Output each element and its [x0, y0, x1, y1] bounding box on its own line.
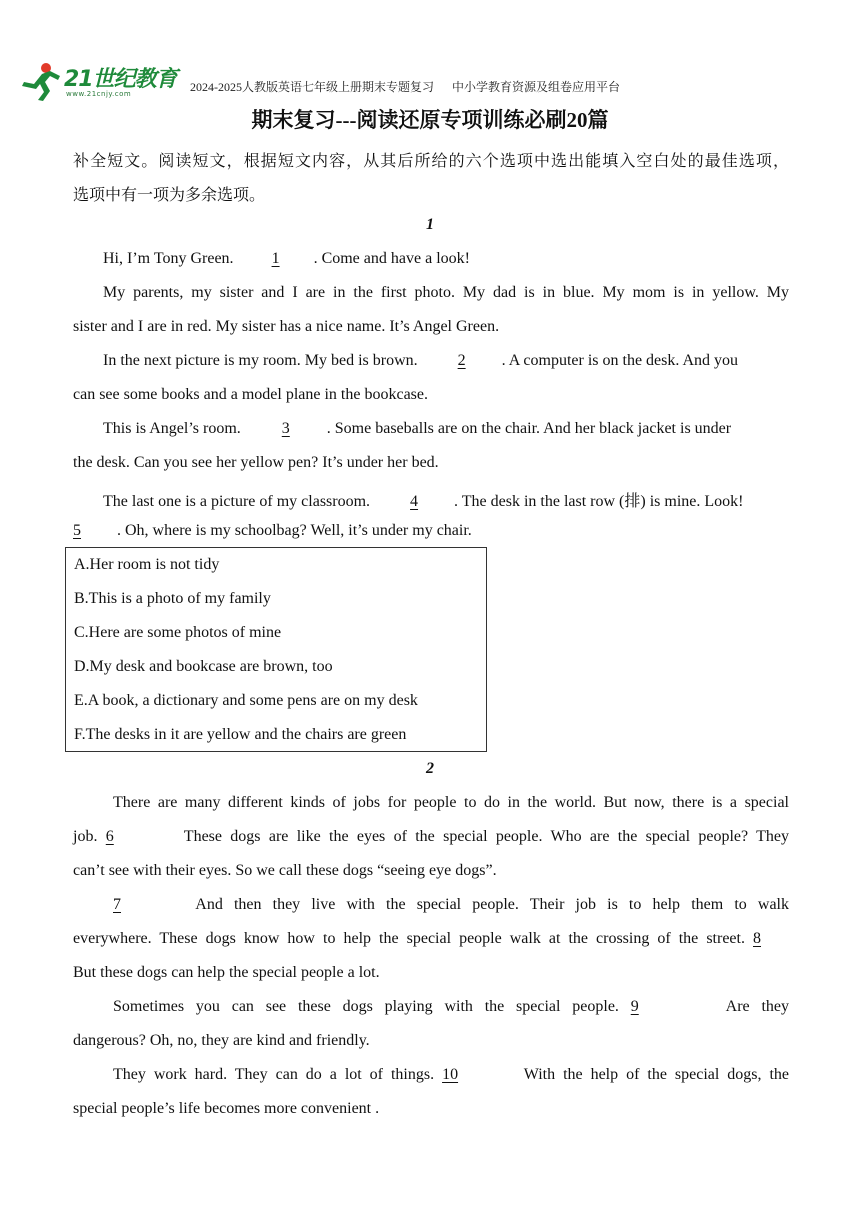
blank-9: 9: [630, 998, 639, 1015]
logo: [14, 56, 184, 102]
option-b: B.This is a photo of my family: [74, 590, 271, 607]
passage-2-number: 2: [426, 760, 434, 777]
passage-2-paragraph-2-line-1: [113, 896, 789, 914]
text: And then they live with the special people. Their job is to help them to walk: [195, 896, 789, 913]
header-text: [190, 78, 620, 95]
blank-7: 7: [113, 896, 121, 913]
header-platform: 中小学教育资源及组卷应用平台: [452, 80, 621, 94]
passage-1-paragraph-2-line-1: My parents, my sister and I are in the first photo. My dad is in blue. My mom is in yellow. My: [103, 284, 789, 301]
text: Are they: [725, 998, 789, 1015]
text: . A computer is on the desk. And you: [501, 352, 739, 369]
option-d: D.My desk and bookcase are brown, too: [74, 658, 333, 675]
option-f: F.The desks in it are yellow and the chairs are green: [74, 726, 407, 743]
text: In the next picture is my room. My bed is brown.: [103, 352, 422, 369]
text: everywhere. These dogs know how to help the special people walk at the crossing of the street.: [73, 930, 753, 947]
header-course: 2024-2025人教版英语七年级上册期末专题复习: [190, 80, 434, 94]
runner-logo-icon: [16, 62, 62, 102]
page-header: [14, 56, 844, 102]
passage-1-paragraph-4-line-1: [103, 420, 819, 438]
text: job.: [73, 828, 106, 845]
passage-2-paragraph-1-line-1: There are many different kinds of jobs for people to do in the world. But now, there is a special: [113, 794, 789, 811]
blank-3: 3: [281, 420, 290, 437]
passage-2-paragraph-1-line-2: [73, 828, 789, 846]
text: This is Angel’s room.: [103, 420, 245, 437]
text: Hi, I’m Tony Green.: [103, 250, 238, 267]
passage-1-paragraph-2-line-2: sister and I are in red. My sister has a nice name. It’s Angel Green.: [73, 318, 500, 335]
blank-8: 8: [753, 930, 761, 947]
page-title: 期末复习---阅读还原专项训练必刷20篇: [251, 108, 609, 132]
text: . Come and have a look!: [313, 250, 470, 267]
passage-2-paragraph-3-line-2: dangerous? Oh, no, they are kind and friendly.: [73, 1032, 370, 1049]
passage-1-number: 1: [426, 216, 434, 233]
option-e: E.A book, a dictionary and some pens are on my desk: [74, 692, 418, 709]
blank-1: 1: [271, 250, 280, 267]
passage-2-paragraph-3-line-1: [113, 998, 789, 1016]
logo-url: www.21cnjy.com: [66, 90, 132, 98]
instructions-line-2: 选项中有一项为多余选项。: [73, 187, 266, 204]
passage-2-paragraph-4-line-2: special people’s life becomes more convenient .: [73, 1100, 380, 1117]
passage-2-paragraph-4-line-1: [113, 1066, 789, 1084]
options-box: [65, 547, 487, 752]
text: . Some baseballs are on the chair. And her black jacket is under: [326, 420, 732, 437]
blank-6: 6: [105, 828, 114, 845]
passage-1-paragraph-3-line-1: [103, 352, 819, 370]
text: These dogs are like the eyes of the special people. Who are the special people? They: [183, 828, 789, 845]
text: They work hard. They can do a lot of things.: [113, 1066, 443, 1083]
instructions-line-1: 补全短文。阅读短文，根据短文内容，从其后所给的六个选项中选出能填入空白处的最佳选项，: [73, 153, 789, 170]
passage-1-paragraph-5-line-1: [103, 488, 819, 511]
text: Sometimes you can see these dogs playing with the special people.: [113, 998, 631, 1015]
logo-text: 21世纪教育: [64, 67, 177, 92]
blank-5: 5: [73, 522, 81, 539]
passage-1-paragraph-3-line-2: can see some books and a model plane in the bookcase.: [73, 386, 428, 403]
option-c: C.Here are some photos of mine: [74, 624, 282, 641]
option-a: A.Her room is not tidy: [74, 556, 220, 573]
text: With the help of the special dogs, the: [523, 1066, 790, 1083]
passage-2-paragraph-2-line-3: But these dogs can help the special people a lot.: [73, 964, 380, 981]
passage-1-paragraph-4-line-2: the desk. Can you see her yellow pen? It’s under her bed.: [73, 454, 439, 471]
blank-2: 2: [457, 352, 466, 369]
passage-1-paragraph-5-line-2: [73, 522, 789, 540]
text: . The desk in the last row (排) is mine. Look!: [454, 493, 744, 510]
blank-4: 4: [410, 493, 419, 510]
text: The last one is a picture of my classroom.: [103, 493, 375, 510]
text: . Oh, where is my schoolbag? Well, it’s under my chair.: [117, 522, 472, 539]
passage-2-paragraph-2-line-2: [73, 930, 789, 948]
blank-10: 10: [442, 1066, 459, 1083]
passage-2-paragraph-1-line-3: can’t see with their eyes. So we call these dogs “seeing eye dogs”.: [73, 862, 497, 879]
passage-1-paragraph-1: [103, 250, 819, 268]
